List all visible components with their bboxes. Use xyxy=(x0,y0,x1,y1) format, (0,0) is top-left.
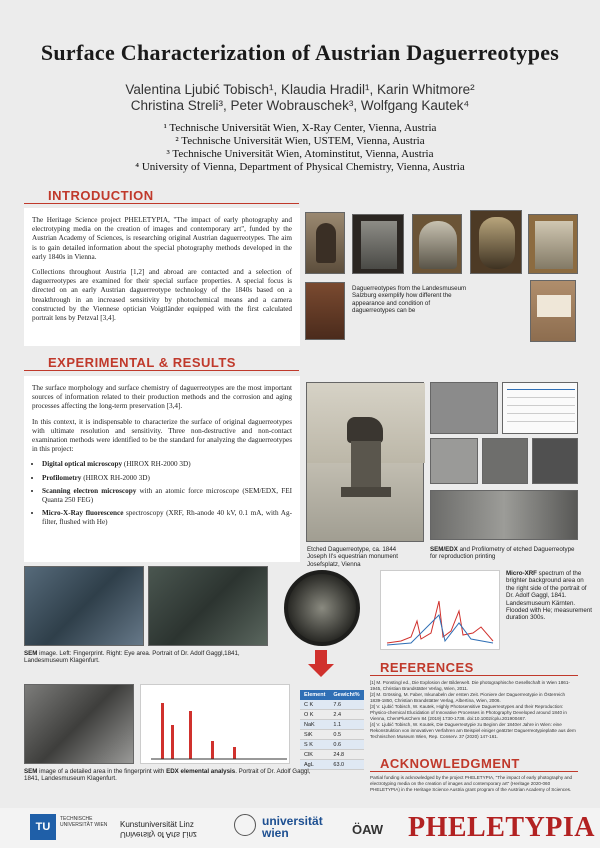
kunstuni-logo: Kunstuniversität Linz xyxy=(120,820,194,829)
reference-item: [4] V. Ljubić Tobisch, W. Koutek, Die Daguerreotypie zu Beginn der 1840er Jahre in Wien: eine Rekonstruktion von innovativen Verfahren am Beispiel einiger geätzter Daguerreotypieplatte aus dem Technischen Museum Wien, Rep. Conserv. 37 (2020) 147-161. xyxy=(370,722,576,739)
references-rule xyxy=(370,675,578,676)
daguerreotype-back-photo xyxy=(530,280,576,342)
profilometry-strip xyxy=(430,490,578,540)
method-item: • Profilometry (HIROX RH-2000 3D) xyxy=(42,474,292,483)
references-list xyxy=(370,680,578,740)
sem-detail-image xyxy=(24,684,134,764)
table-row: ClK 24.8 xyxy=(300,750,364,760)
tu-wien-logo: TU xyxy=(30,814,56,840)
univie-logo-b: wien xyxy=(262,826,289,840)
daguerreotype-case-photo xyxy=(305,282,345,340)
pheletypia-logo: PHELETYPIA xyxy=(408,812,596,843)
daguerreotype-caption: Daguerreotypes from the Landesmuseum Salzburg exemplify how different the appearance and condition of daguerreotypes can be xyxy=(352,285,467,315)
edx-table: Element Gewicht% C K 7.6 O K 2.4 NaK 1.1 SiK 0.5 S K 0.6 ClK 24.8 AgL 63.0 xyxy=(300,690,364,770)
profilometry-image-1 xyxy=(430,438,478,484)
authors-line-1: Valentina Ljubić Tobisch¹, Klaudia Hradil¹, Karin Whitmore² xyxy=(125,82,475,97)
table-row: NaK 1.1 xyxy=(300,720,364,730)
reference-item: [3] V. Ljubić Tobisch, W. Kautek, Highly Photosensitive Daguerreotypes and their Reproduction: Physico-chemical Elucidation of Innovative Processes in Photography Developed around 1840 in Vienna, ChemPlusChem 84 (2019) 1730-1738. doi:10.1002/cplu.201900467. xyxy=(370,704,567,721)
acknowledgment-rule xyxy=(370,771,578,772)
table-row: C K 7.6 xyxy=(300,700,364,710)
experimental-rule xyxy=(24,370,299,371)
poster-title: Surface Characterization of Austrian Daguerreotypes xyxy=(40,40,560,65)
affiliation-4: ⁴ University of Vienna, Department of Physical Chemistry, Vienna, Austria xyxy=(135,161,465,173)
kunstuni-mirror-logo: University of Arts Linz xyxy=(120,830,197,839)
affiliation-3: ³ Technische Universität Wien, Atominstitut, Vienna, Austria xyxy=(166,148,434,160)
experimental-heading: EXPERIMENTAL & RESULTS xyxy=(48,355,236,370)
daguerreotype-photo-2 xyxy=(352,214,404,274)
etched-caption: Etched Daguerreotype, ca. 1844 Joseph II's equestrian monument Josefsplatz, Vienna xyxy=(307,546,398,568)
method-item: • Micro-X-Ray fluorescence spectroscopy (XRF, Rh-anode 40 kV, 0.1 mA, with Ag-filter, flushed with He) xyxy=(42,509,292,527)
sem-caption-2: SEM image of a detailed area in the fingerprint with EDX elemental analysis. Portrait of Dr. Adolf Gaggl, 1841, Landesmuseum Klagenfurt. xyxy=(24,768,311,783)
table-row: SiK 0.5 xyxy=(300,730,364,740)
sem-edx-caption: SEM/EDX and Profilometry of etched Daguerreotype for reproduction printing xyxy=(430,546,575,561)
xrf-spectrum-chart xyxy=(380,570,500,650)
down-arrow-icon xyxy=(306,650,336,678)
table-row: O K 2.4 xyxy=(300,710,364,720)
daguerreotype-photo-4 xyxy=(470,210,522,274)
tu-wien-label: TECHNISCHE UNIVERSITÄT WIEN xyxy=(60,816,108,828)
table-row: S K 0.6 xyxy=(300,740,364,750)
introduction-text xyxy=(24,208,300,346)
sem-caption-1: SEM image. Left: Fingerprint. Right: Eye area. Portrait of Dr. Adolf Gaggl,1841, Landesmuseum Klagenfurt. xyxy=(24,650,240,665)
experimental-paragraph-1: The surface morphology and surface chemistry of daguerreotypes are the most important sources of information related to their production methods and the corrosion and aging processes affecting the long-term preservation [3,4]. xyxy=(32,384,292,411)
logo-bar xyxy=(0,808,600,848)
introduction-heading: INTRODUCTION xyxy=(48,188,154,203)
table-row: AgL 63.0 xyxy=(300,760,364,770)
oeaw-logo: ÖAW xyxy=(352,822,384,837)
references-heading: REFERENCES xyxy=(380,660,474,675)
edx-small-table-image xyxy=(502,382,578,434)
acknowledgment-heading: ACKNOWLEDGMENT xyxy=(380,756,520,771)
affiliation-1: ¹ Technische Universität Wien, X-Ray Center, Vienna, Austria xyxy=(163,122,437,134)
gaggl-portrait-photo xyxy=(284,570,360,646)
experimental-paragraph-2: In this context, it is indispensable to characterize the surface of original daguerreotypes with ultimate resolution and sensitivity. Three non-destructive and non-contact examination methods were identified to be the standard for analyzing the daguerreotypes in this project: xyxy=(32,417,292,454)
daguerreotype-photo-1 xyxy=(305,212,345,274)
daguerreotype-photo-5 xyxy=(528,214,578,274)
daguerreotype-photo-3 xyxy=(412,214,462,274)
method-item: • Scanning electron microscopy with an atomic force microscope (SEM/EDX, FEI Quanta 250 FEG) xyxy=(42,487,292,505)
profilometry-image-3 xyxy=(532,438,578,484)
authors-line-2: Christina Streli³, Peter Wobrauschek³, Wolfgang Kautek⁴ xyxy=(130,98,470,113)
profilometry-image-2 xyxy=(482,438,528,484)
methods-list xyxy=(42,460,292,527)
reference-item: [1] M. Ponstingl ed., Die Explosion der Bilderwelt. Die photographische Gesellschaft in Wien 1861-1945, Christian Brandstätter Verlag, Wien, 2011. xyxy=(370,680,570,691)
etched-daguerreotype-photo xyxy=(306,382,424,542)
acknowledgment-text: Partial funding is acknowledged by the project PHELETYPIA, "The impact of early photography and electrotyping media on the creation of images and contemporary art" (Heritage 2020-060 PHELETYPIA) in the Heritage Science Austria grant program of the Austrian Academy of Sciences. xyxy=(370,775,573,792)
authors xyxy=(0,82,600,114)
introduction-rule xyxy=(24,203,299,204)
univie-seal-icon xyxy=(234,814,256,836)
sem-fingerprint-image xyxy=(24,566,144,646)
affiliations xyxy=(0,122,600,174)
sem-overview-image xyxy=(430,382,498,434)
affiliation-2: ² Technische Universität Wien, USTEM, Vienna, Austria xyxy=(175,135,425,147)
experimental-text xyxy=(24,376,300,562)
sem-eye-image xyxy=(148,566,268,646)
intro-paragraph-1: The Heritage Science project PHELETYPIA, "The impact of early photography and electrotyping media on the creation of images and contemporary art", funded by the Austrian Academy of Sciences, is researching original Austrian daguerreotypes. The aim is to gain detailed information about the special photography methods developed in the early 1840s in Vienna. xyxy=(32,216,292,261)
intro-paragraph-2: Collections throughout Austria [1,2] and abroad are contacted and a selection of daguerreotypes are examined for their special surface properties. A special focus is directed on an early Austrian daguerreotype technology of the 1840s based on a breakthrough in an increased sensitivity by photochemical means and a camera constructed by the Viennese optician Voigtländer equipped with the first calculated portrait lens by Petzval [3,4]. xyxy=(32,268,292,323)
reference-item: [2] M. Grössing, M. Faber, Inkunabeln der ersten Zeit. Pioniere der Daguerreotypie in Österreich 1839-1850, Christian Brandstätter Verlag, Albertina, Wien, 2006. xyxy=(370,692,566,703)
edx-spectrum-chart xyxy=(140,684,290,764)
univie-logo-a: universität xyxy=(262,814,323,828)
xrf-caption: Micro-XRF spectrum of the brighter background area on the right side of the portrait of Dr. Adolf Gaggl, 1841. Landesmuseum Kärnten. Flooded with He; measurement duration 300s. xyxy=(506,570,592,622)
method-item: • Digital optical microscopy (HIROX RH-2000 3D) xyxy=(42,460,292,469)
